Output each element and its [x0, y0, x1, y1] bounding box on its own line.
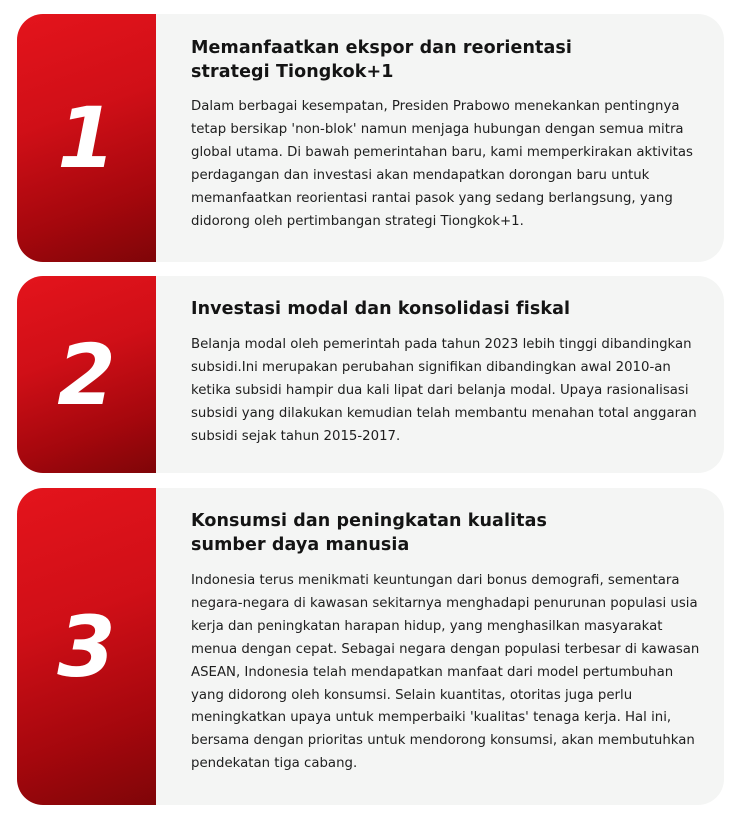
strategy-card-3 [17, 488, 724, 805]
card-title-line-1: Memanfaatkan ekspor dan reorientasi [191, 38, 573, 58]
card-body: Dalam berbagai kesempatan, Presiden Prabowo menekankan pentingnya tetap bersikap 'non-blok' namun menjaga hubungan dengan semua mitra global utama. Di bawah pemerintahan baru, kami memperkirakan aktivitas perdagangan dan investasi akan mendapatkan dorongan baru untuk memanfaatkan reorientasi rantai pasok yang sedang berlangsung, yang didorong oleh pertimbangan strategi Tiongkok+1. [191, 99, 693, 229]
item-number: 1 [57, 89, 116, 187]
card-title [191, 509, 700, 557]
number-panel [17, 14, 156, 262]
card-content [156, 276, 724, 473]
number-panel [17, 488, 156, 805]
card-title [191, 36, 700, 84]
card-body: Indonesia terus menikmati keuntungan dari bonus demografi, sementara negara-negara di kawasan sekitarnya menghadapi penurunan populasi usia kerja dan peningkatan harapan hidup, yang menghasilkan masyarakat menua dengan cepat. Sebagai negara dengan populasi terbesar di kawasan ASEAN, Indonesia telah mendapatkan manfaat dari model pertumbuhan yang didorong oleh konsumsi. Selain kuantitas, otoritas juga perlu meningkatkan upaya untuk memperbaiki 'kualitas' tenaga kerja. Hal ini, bersama dengan prioritas untuk mendorong konsumsi, akan membutuhkan pendekatan tiga cabang. [191, 573, 700, 772]
item-number: 3 [57, 597, 116, 696]
card-content [156, 488, 724, 805]
item-number: 2 [57, 325, 116, 424]
card-title-line-1: Investasi modal dan konsolidasi fiskal [191, 299, 571, 319]
card-title-line-1: Konsumsi dan peningkatan kualitas [191, 511, 548, 531]
card-title-line-2: strategi Tiongkok+1 [191, 62, 394, 82]
card-title-line-2: sumber daya manusia [191, 535, 410, 555]
strategy-card-1 [17, 14, 724, 262]
card-content [156, 14, 724, 262]
number-panel [17, 276, 156, 473]
strategy-card-2 [17, 276, 724, 473]
card-body: Belanja modal oleh pemerintah pada tahun 2023 lebih tinggi dibandingkan subsidi.Ini merupakan perubahan signifikan dibandingkan awal 2010-an ketika subsidi hampir dua kali lipat dari belanja modal. Upaya rasionalisasi subsidi yang dilakukan kemudian telah membantu menahan total anggaran subsidi sejak tahun 2015-2017. [191, 337, 697, 444]
card-title [191, 297, 700, 321]
